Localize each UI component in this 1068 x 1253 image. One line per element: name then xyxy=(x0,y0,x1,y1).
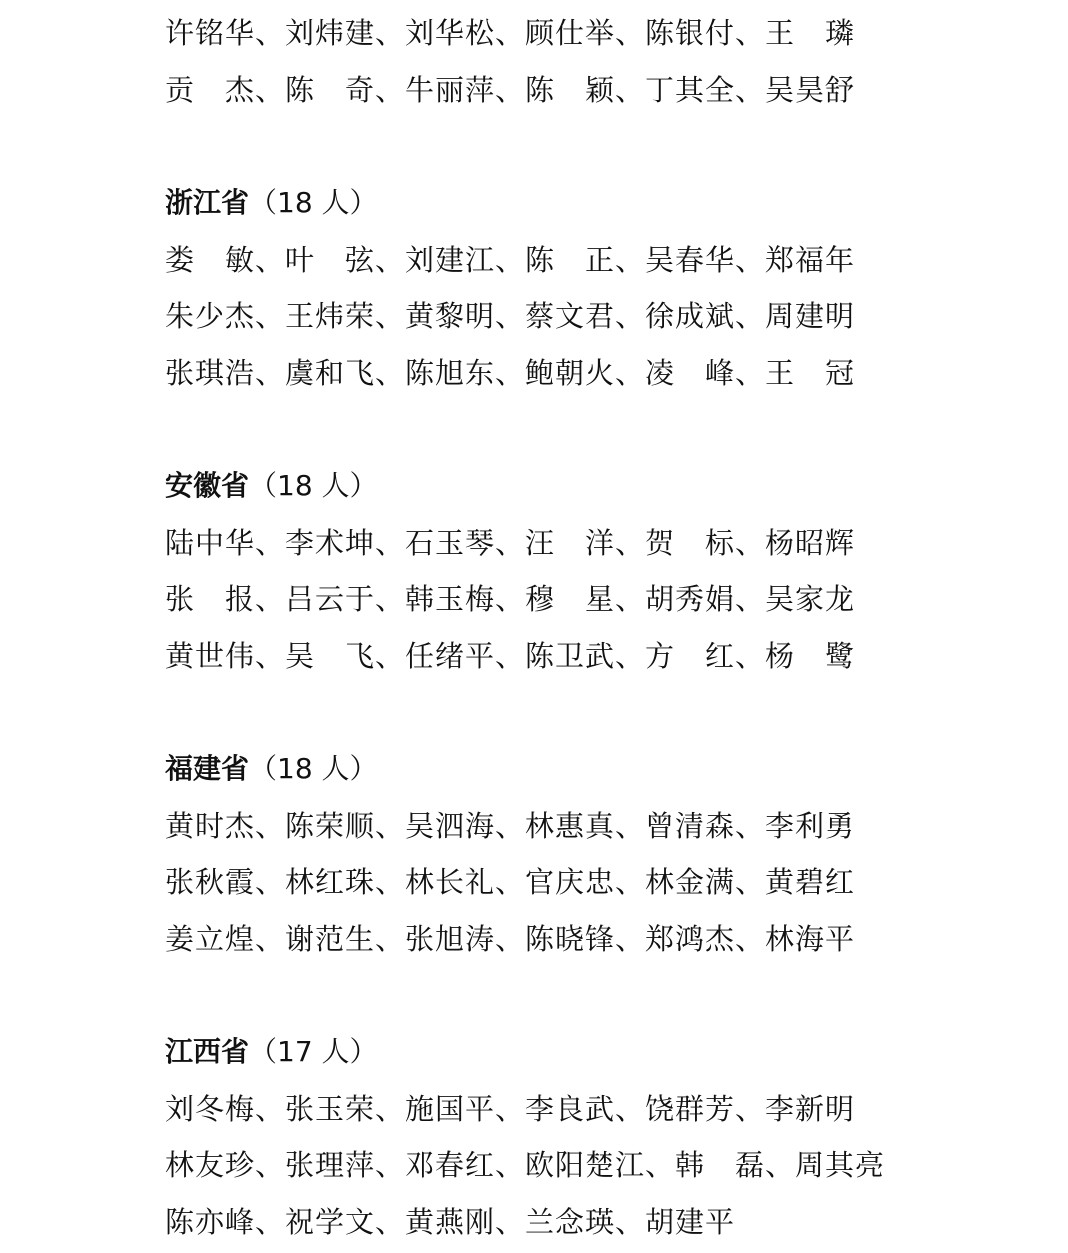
member-count: （18 人） xyxy=(249,469,378,502)
section-heading-anhui xyxy=(165,468,378,504)
name-list-line: 娄 敏、叶 弦、刘建江、陈 正、吴春华、郑福年 xyxy=(165,243,856,277)
province-name: 浙江省 xyxy=(165,186,250,219)
name-list-line: 张秋霞、林红珠、林长礼、官庆忠、林金满、黄碧红 xyxy=(165,865,856,899)
name-list-line: 黄时杰、陈荣顺、吴泗海、林惠真、曾清森、李利勇 xyxy=(165,809,856,843)
member-count: （18 人） xyxy=(249,752,378,785)
name-list-line: 陆中华、李术坤、石玉琴、汪 洋、贺 标、杨昭辉 xyxy=(165,526,856,560)
name-list-line: 张 报、吕云于、韩玉梅、穆 星、胡秀娟、吴家龙 xyxy=(165,582,856,616)
name-list-line: 张琪浩、虞和飞、陈旭东、鲍朝火、凌 峰、王 冠 xyxy=(165,356,856,390)
name-list-line: 贡 杰、陈 奇、牛丽萍、陈 颖、丁其全、吴昊舒 xyxy=(165,73,856,107)
member-count: （18 人） xyxy=(249,186,378,219)
member-count: （17 人） xyxy=(249,1035,378,1068)
name-list-line: 朱少杰、王炜荣、黄黎明、蔡文君、徐成斌、周建明 xyxy=(165,299,856,333)
section-heading-jiangxi xyxy=(165,1034,378,1070)
section-heading-fujian xyxy=(165,751,378,787)
section-heading-zhejiang xyxy=(165,185,378,221)
name-list-line: 姜立煌、谢范生、张旭涛、陈晓锋、郑鸿杰、林海平 xyxy=(165,922,856,956)
name-list-line: 林友珍、张理萍、邓春红、欧阳楚江、韩 磊、周其亮 xyxy=(165,1148,886,1182)
name-list-line: 许铭华、刘炜建、刘华松、顾仕举、陈银付、王 璘 xyxy=(165,16,856,50)
name-list-line: 刘冬梅、张玉荣、施国平、李良武、饶群芳、李新明 xyxy=(165,1092,856,1126)
name-list-line: 陈亦峰、祝学文、黄燕刚、兰念瑛、胡建平 xyxy=(165,1205,736,1239)
province-name: 福建省 xyxy=(165,752,250,785)
province-name: 江西省 xyxy=(165,1035,250,1068)
province-name: 安徽省 xyxy=(165,469,250,502)
name-list-line: 黄世伟、吴 飞、任绪平、陈卫武、方 红、杨 鹭 xyxy=(165,639,856,673)
